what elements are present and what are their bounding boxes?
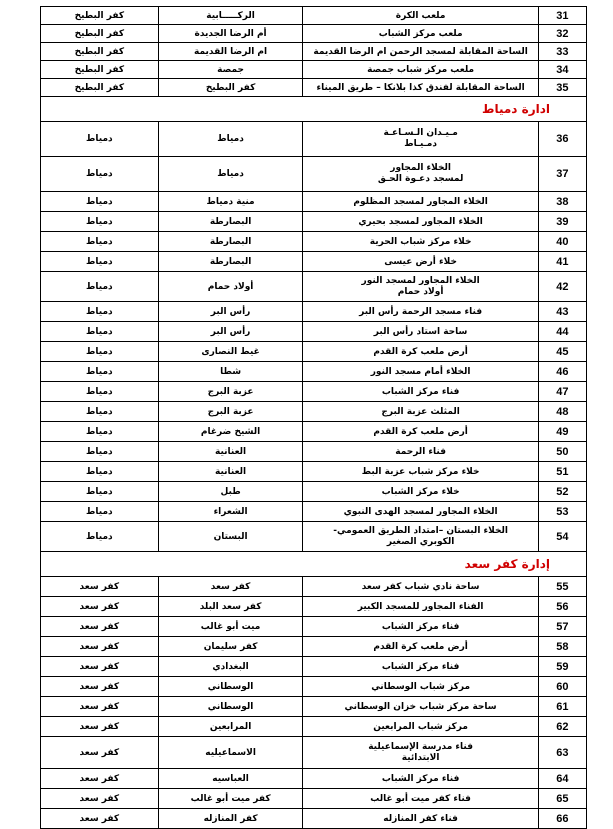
row-number: 64 — [538, 769, 586, 789]
district-name: كفر سعد — [41, 657, 159, 677]
venue-name: ساحة استاد رأس البر — [303, 322, 538, 342]
row-number: 59 — [538, 657, 586, 677]
venue-name: الخلاء المجاور لمسجد النور أولاد حمام — [303, 272, 538, 302]
village-name: الوسطاني — [158, 697, 303, 717]
village-name: منية دمياط — [158, 192, 303, 212]
district-name: دمياط — [41, 212, 159, 232]
row-number: 63 — [538, 737, 586, 769]
venue-name: الخلاء البستان –امتداد الطريق العمومي- الكوبري الصغير — [303, 522, 538, 552]
table-row — [41, 322, 587, 342]
table-row — [41, 252, 587, 272]
row-number: 65 — [538, 789, 586, 809]
district-name: دمياط — [41, 232, 159, 252]
village-name: البستان — [158, 522, 303, 552]
venue-name: ساحة نادي شباب كفر سعد — [303, 577, 538, 597]
village-name: ام الرضا القديمة — [158, 43, 303, 61]
table-row — [41, 697, 587, 717]
village-name: الشعراء — [158, 502, 303, 522]
table-row — [41, 502, 587, 522]
table-row — [41, 737, 587, 769]
venue-name: ملعب مركز الشباب — [303, 25, 538, 43]
row-number: 61 — [538, 697, 586, 717]
district-name: كفر البطيخ — [41, 7, 159, 25]
village-name: البصارطة — [158, 232, 303, 252]
table-row — [41, 302, 587, 322]
table-row — [41, 637, 587, 657]
row-number: 62 — [538, 717, 586, 737]
venue-name: الخلاء أمام مسجد النور — [303, 362, 538, 382]
district-name: دمياط — [41, 362, 159, 382]
table-row — [41, 809, 587, 829]
venue-name: مركز شباب المرابعين — [303, 717, 538, 737]
venue-name: فناء مركز الشباب — [303, 617, 538, 637]
village-name: كفر ميت أبو غالب — [158, 789, 303, 809]
row-number: 46 — [538, 362, 586, 382]
table-row — [41, 482, 587, 502]
row-number: 47 — [538, 382, 586, 402]
row-number: 36 — [538, 122, 586, 157]
row-number: 60 — [538, 677, 586, 697]
district-name: كفر سعد — [41, 697, 159, 717]
district-name: كفر سعد — [41, 637, 159, 657]
section-title: إدارة كفر سعد — [41, 552, 587, 577]
venue-name: مـيـدان الـسـاعـة دمـيـاط — [303, 122, 538, 157]
table-row — [41, 769, 587, 789]
table-row — [41, 232, 587, 252]
village-name: عزبة البرج — [158, 382, 303, 402]
table-row — [41, 362, 587, 382]
table-row — [41, 122, 587, 157]
table-row — [41, 382, 587, 402]
village-name: جمصة — [158, 61, 303, 79]
village-name: دمياط — [158, 122, 303, 157]
district-name: دمياط — [41, 402, 159, 422]
venue-name: ملعب الكرة — [303, 7, 538, 25]
district-name: كفر البطيخ — [41, 61, 159, 79]
row-number: 45 — [538, 342, 586, 362]
row-number: 50 — [538, 442, 586, 462]
row-number: 58 — [538, 637, 586, 657]
district-name: دمياط — [41, 422, 159, 442]
venue-name: أرض ملعب كرة القدم — [303, 422, 538, 442]
district-name: كفر سعد — [41, 617, 159, 637]
table-row — [41, 61, 587, 79]
row-number: 39 — [538, 212, 586, 232]
venue-name: خلاء مركز شباب الحرية — [303, 232, 538, 252]
table-row — [41, 577, 587, 597]
village-name: العنانية — [158, 462, 303, 482]
row-number: 55 — [538, 577, 586, 597]
village-name: طبل — [158, 482, 303, 502]
venue-name: المثلث عزبة البرج — [303, 402, 538, 422]
table-row — [41, 522, 587, 552]
district-name: كفر سعد — [41, 597, 159, 617]
table-row — [41, 402, 587, 422]
village-name: ميت أبو غالب — [158, 617, 303, 637]
venues-table-body — [41, 7, 587, 829]
table-row — [41, 617, 587, 637]
village-name: الشيخ ضرغام — [158, 422, 303, 442]
district-name: كفر سعد — [41, 769, 159, 789]
table-row — [41, 212, 587, 232]
venue-name: الساحة المقابلة لفندق كذا بلانكا – طريق الميناء — [303, 79, 538, 97]
venue-name: الخلاء المجاور لمسجد المظلوم — [303, 192, 538, 212]
village-name: كفر المنازله — [158, 809, 303, 829]
row-number: 66 — [538, 809, 586, 829]
venue-name: مركز شباب الوسطاني — [303, 677, 538, 697]
district-name: كفر البطيخ — [41, 25, 159, 43]
district-name: دمياط — [41, 122, 159, 157]
table-row — [41, 422, 587, 442]
venue-name: فناء مركز الشباب — [303, 657, 538, 677]
row-number: 40 — [538, 232, 586, 252]
venue-name: الفناء المجاور للمسجد الكبير — [303, 597, 538, 617]
village-name: البغدادي — [158, 657, 303, 677]
row-number: 48 — [538, 402, 586, 422]
district-name: كفر البطيخ — [41, 43, 159, 61]
venue-name: أرض ملعب كرة القدم — [303, 637, 538, 657]
venue-name: الساحة المقابلة لمسجد الرحمن ام الرضا القديمة — [303, 43, 538, 61]
village-name: البصارطة — [158, 252, 303, 272]
village-name: دمياط — [158, 157, 303, 192]
village-name: الوسطاني — [158, 677, 303, 697]
village-name: أولاد حمام — [158, 272, 303, 302]
table-row — [41, 25, 587, 43]
row-number: 51 — [538, 462, 586, 482]
row-number: 43 — [538, 302, 586, 322]
district-name: دمياط — [41, 192, 159, 212]
district-name: دمياط — [41, 322, 159, 342]
district-name: دمياط — [41, 442, 159, 462]
district-name: دمياط — [41, 382, 159, 402]
venue-name: فناء مسجد الرحمة رأس البر — [303, 302, 538, 322]
row-number: 52 — [538, 482, 586, 502]
row-number: 33 — [538, 43, 586, 61]
village-name: غيط النصارى — [158, 342, 303, 362]
row-number: 53 — [538, 502, 586, 522]
table-row — [41, 657, 587, 677]
table-row — [41, 157, 587, 192]
district-name: دمياط — [41, 482, 159, 502]
section-header-row — [41, 97, 587, 122]
village-name: كفر سعد — [158, 577, 303, 597]
section-title: ادارة دمياط — [41, 97, 587, 122]
row-number: 56 — [538, 597, 586, 617]
table-row — [41, 677, 587, 697]
village-name: المرابعين — [158, 717, 303, 737]
venues-table — [40, 6, 587, 829]
table-row — [41, 462, 587, 482]
village-name: الاسماعيليه — [158, 737, 303, 769]
district-name: كفر البطيخ — [41, 79, 159, 97]
venue-name: ساحة مركز شباب خزان الوسطاني — [303, 697, 538, 717]
table-row — [41, 43, 587, 61]
table-row — [41, 597, 587, 617]
village-name: رأس البر — [158, 302, 303, 322]
district-name: كفر سعد — [41, 789, 159, 809]
row-number: 49 — [538, 422, 586, 442]
district-name: كفر سعد — [41, 677, 159, 697]
district-name: دمياط — [41, 272, 159, 302]
district-name: دمياط — [41, 502, 159, 522]
venue-name: خلاء أرض عيسى — [303, 252, 538, 272]
table-row — [41, 342, 587, 362]
district-name: دمياط — [41, 522, 159, 552]
venue-name: خلاء مركز الشباب — [303, 482, 538, 502]
table-row — [41, 192, 587, 212]
district-name: دمياط — [41, 157, 159, 192]
row-number: 32 — [538, 25, 586, 43]
district-name: دمياط — [41, 342, 159, 362]
row-number: 34 — [538, 61, 586, 79]
village-name: كفر سعد البلد — [158, 597, 303, 617]
village-name: شطا — [158, 362, 303, 382]
venue-name: فناء مدرسة الإسماعيلية الابتدائية — [303, 737, 538, 769]
village-name: البصارطة — [158, 212, 303, 232]
village-name: كفر سليمان — [158, 637, 303, 657]
village-name: أم الرضا الجديدة — [158, 25, 303, 43]
district-name: دمياط — [41, 462, 159, 482]
venue-name: فناء كفر المنازله — [303, 809, 538, 829]
village-name: رأس البر — [158, 322, 303, 342]
row-number: 37 — [538, 157, 586, 192]
district-name: كفر سعد — [41, 809, 159, 829]
row-number: 31 — [538, 7, 586, 25]
village-name: الركـــــابية — [158, 7, 303, 25]
row-number: 42 — [538, 272, 586, 302]
row-number: 35 — [538, 79, 586, 97]
table-row — [41, 7, 587, 25]
table-row — [41, 79, 587, 97]
venue-name: أرض ملعب كرة القدم — [303, 342, 538, 362]
section-header-row — [41, 552, 587, 577]
table-row — [41, 272, 587, 302]
venue-name: فناء مركز الشباب — [303, 382, 538, 402]
district-name: كفر سعد — [41, 737, 159, 769]
district-name: كفر سعد — [41, 717, 159, 737]
venue-name: خلاء مركز شباب عزبة البط — [303, 462, 538, 482]
district-name: دمياط — [41, 302, 159, 322]
venue-name: فناء مركز الشباب — [303, 769, 538, 789]
table-row — [41, 442, 587, 462]
row-number: 44 — [538, 322, 586, 342]
row-number: 38 — [538, 192, 586, 212]
village-name: كفر البطيخ — [158, 79, 303, 97]
table-row — [41, 717, 587, 737]
venue-name: الخلاء المجاور لمسجد الهدى النبوي — [303, 502, 538, 522]
row-number: 41 — [538, 252, 586, 272]
district-name: كفر سعد — [41, 577, 159, 597]
venue-name: فناء الرحمة — [303, 442, 538, 462]
venue-name: ملعب مركز شباب جمصة — [303, 61, 538, 79]
venue-name: فناء كفر ميت أبو غالب — [303, 789, 538, 809]
village-name: العنانية — [158, 442, 303, 462]
table-row — [41, 789, 587, 809]
venue-name: الخلاء المجاور لمسجد بحيري — [303, 212, 538, 232]
venue-name: الخلاء المجاور لمسجد دعـوة الحـق — [303, 157, 538, 192]
village-name: العباسيه — [158, 769, 303, 789]
row-number: 57 — [538, 617, 586, 637]
row-number: 54 — [538, 522, 586, 552]
village-name: عزبة البرج — [158, 402, 303, 422]
district-name: دمياط — [41, 252, 159, 272]
